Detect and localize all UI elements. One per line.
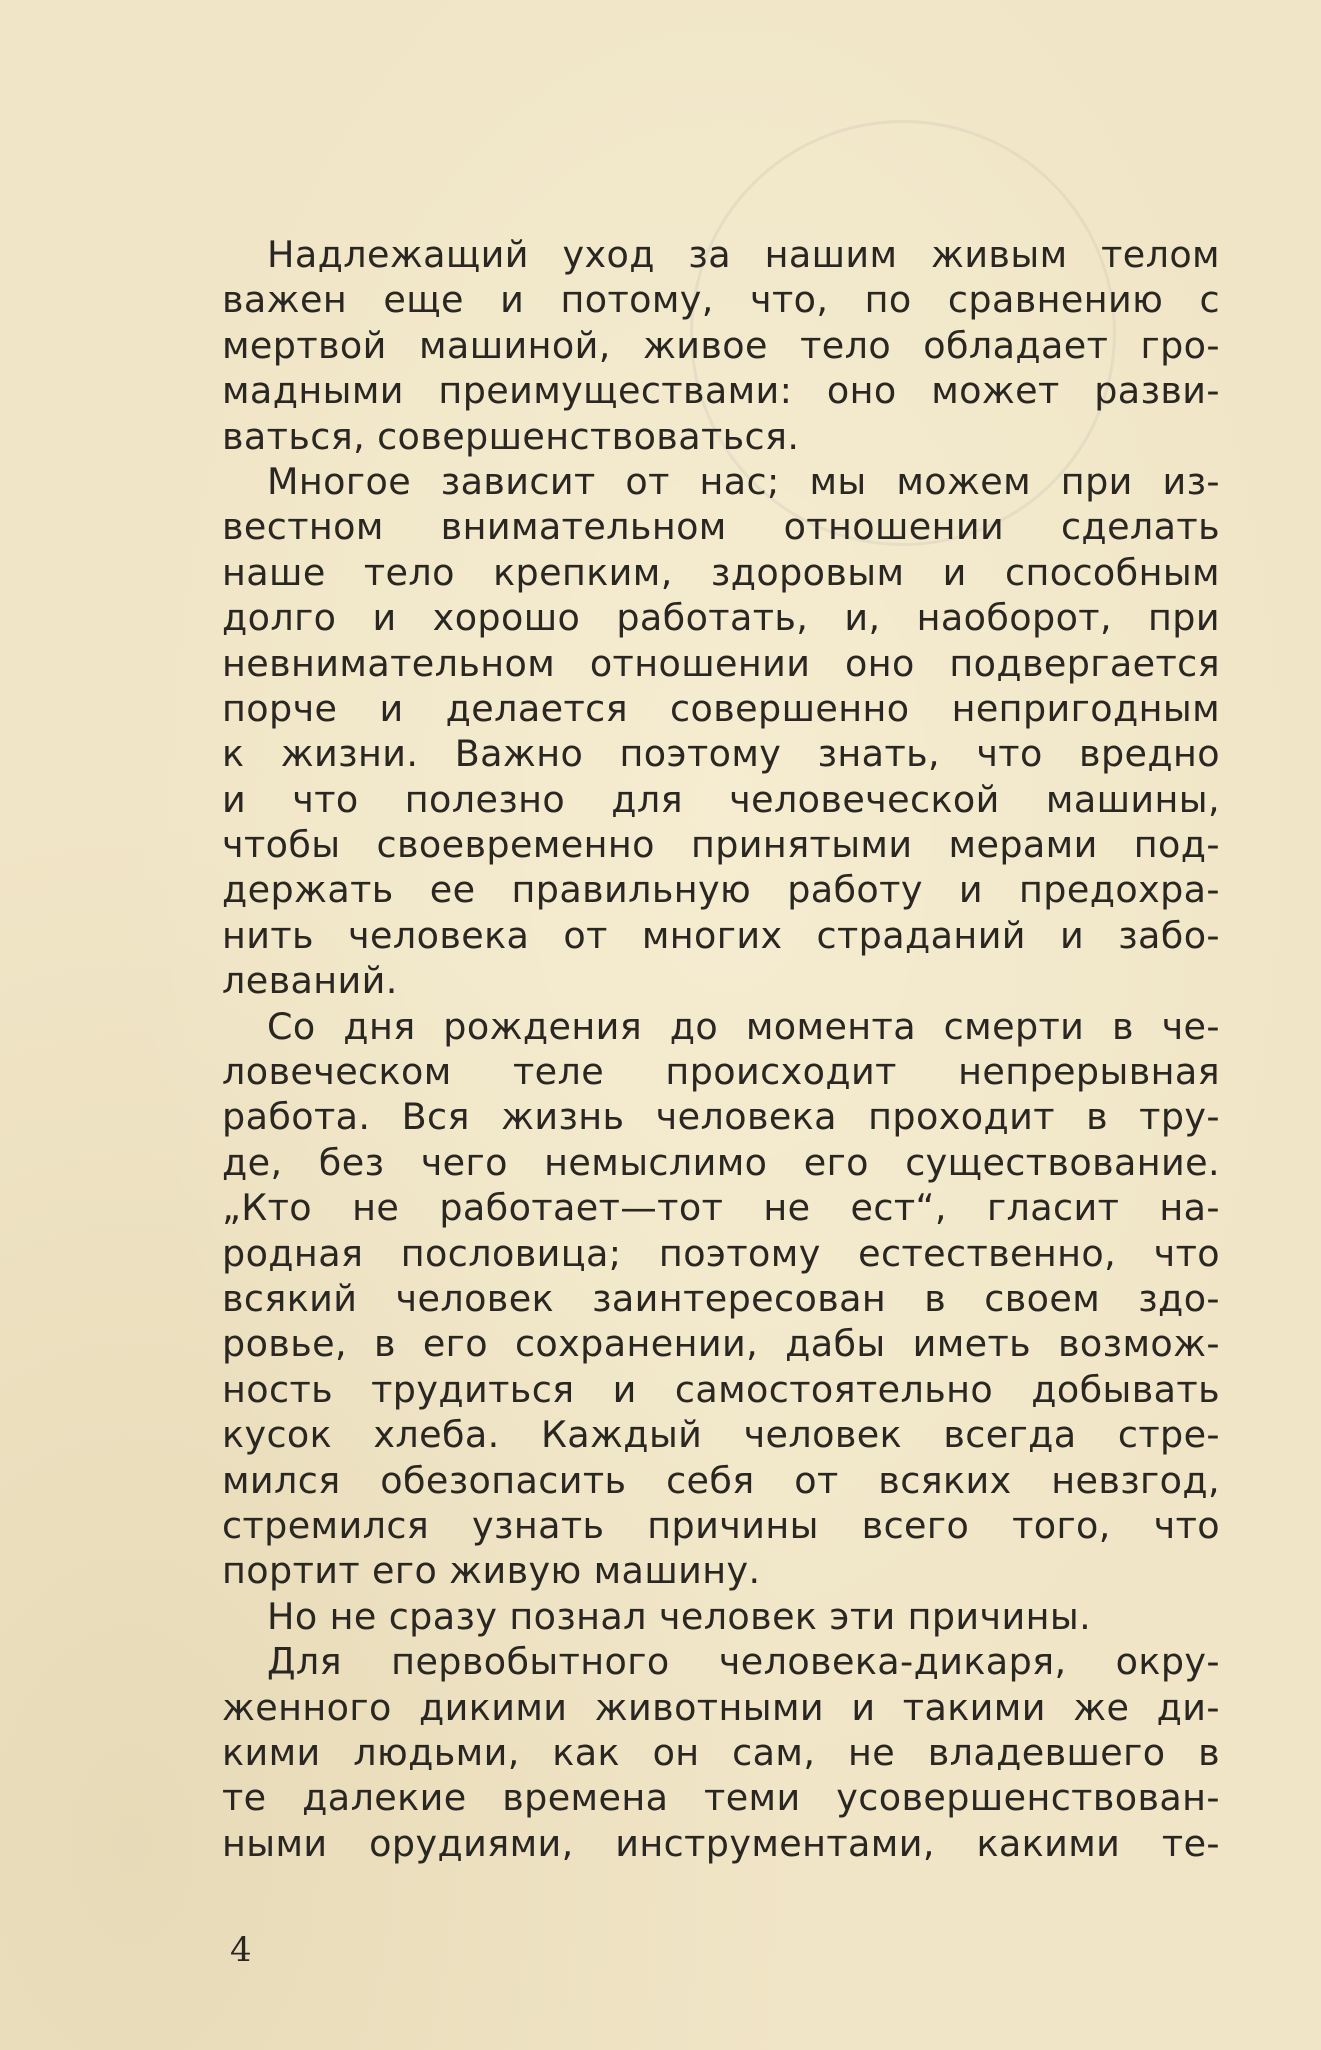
- text-line: Со дня рождения до момента смерти в че-: [267, 1004, 1220, 1048]
- text-line: долго и хорошо работать, и, наоборот, при: [222, 596, 1220, 640]
- text-line: те далекие времена теми усовершенствован-: [222, 1776, 1220, 1820]
- text-line: и что полезно для человеческой машины,: [222, 777, 1220, 821]
- text-line: Но не сразу познал человек эти причины.: [267, 1594, 1092, 1638]
- text-line: Надлежащий уход за нашим живым телом: [267, 233, 1220, 276]
- paragraph: [222, 232, 1220, 459]
- text-line: Для первобытного человека-дикаря, окру-: [267, 1640, 1220, 1684]
- text-line: женного дикими животными и такими же ди-: [222, 1685, 1220, 1729]
- text-line: невнимательном отношении оно подвергается: [222, 641, 1220, 685]
- text-line: вестном внимательном отношении сделать: [222, 505, 1220, 549]
- text-line: портит его живую машину.: [222, 1549, 761, 1593]
- text-line: важен еще и потому, что, по сравнению с: [222, 278, 1220, 322]
- text-line: родная пословица; поэтому естественно, что: [222, 1231, 1220, 1275]
- text-line: держать ее правильную работу и предохра-: [222, 868, 1220, 912]
- text-line: кусок хлеба. Каждый человек всегда стре-: [222, 1413, 1220, 1457]
- page-number: 4: [230, 1930, 252, 1970]
- text-line: работа. Вся жизнь человека проходит в тру-: [222, 1095, 1220, 1139]
- text-line: ровье, в его сохранении, дабы иметь возмож-: [222, 1322, 1220, 1366]
- paragraph: [222, 1594, 1220, 1639]
- text-line: кими людьми, как он сам, не владевшего в: [222, 1730, 1220, 1774]
- text-line: мадными преимуществами: оно может разви-: [222, 369, 1220, 413]
- text-line: ность трудиться и самостоятельно добывать: [222, 1367, 1220, 1411]
- text-line: „Кто не работает—тот не ест“, гласит на-: [222, 1186, 1220, 1230]
- text-line: всякий человек заинтересован в своем здо-: [222, 1276, 1220, 1320]
- paragraph: [222, 1639, 1220, 1866]
- text-line: мертвой машиной, живое тело обладает гро-: [222, 323, 1220, 367]
- text-line: наше тело крепким, здоровым и способным: [222, 550, 1220, 594]
- text-line: стремился узнать причины всего того, что: [222, 1503, 1220, 1547]
- text-line: мился обезопасить себя от всяких невзгод,: [222, 1458, 1220, 1502]
- paragraph: [222, 1004, 1220, 1594]
- text-line: Многое зависит от нас; мы можем при из-: [267, 459, 1220, 503]
- text-line: ваться, совершенствоваться.: [222, 414, 800, 458]
- text-line: ными орудиями, инструментами, какими те-: [222, 1821, 1220, 1865]
- text-line: порче и делается совершенно непригодным: [222, 686, 1220, 730]
- text-line: нить человека от многих страданий и забо-: [222, 913, 1220, 957]
- text-line: чтобы своевременно принятыми мерами под-: [222, 823, 1220, 867]
- text-line: леваний.: [222, 959, 398, 1003]
- body-text: [222, 232, 1220, 1866]
- paragraph: [222, 459, 1220, 1004]
- text-line: де, без чего немыслимо его существование.: [222, 1140, 1220, 1184]
- text-line: ловеческом теле происходит непрерывная: [222, 1050, 1220, 1094]
- text-line: к жизни. Важно поэтому знать, что вредно: [222, 732, 1220, 776]
